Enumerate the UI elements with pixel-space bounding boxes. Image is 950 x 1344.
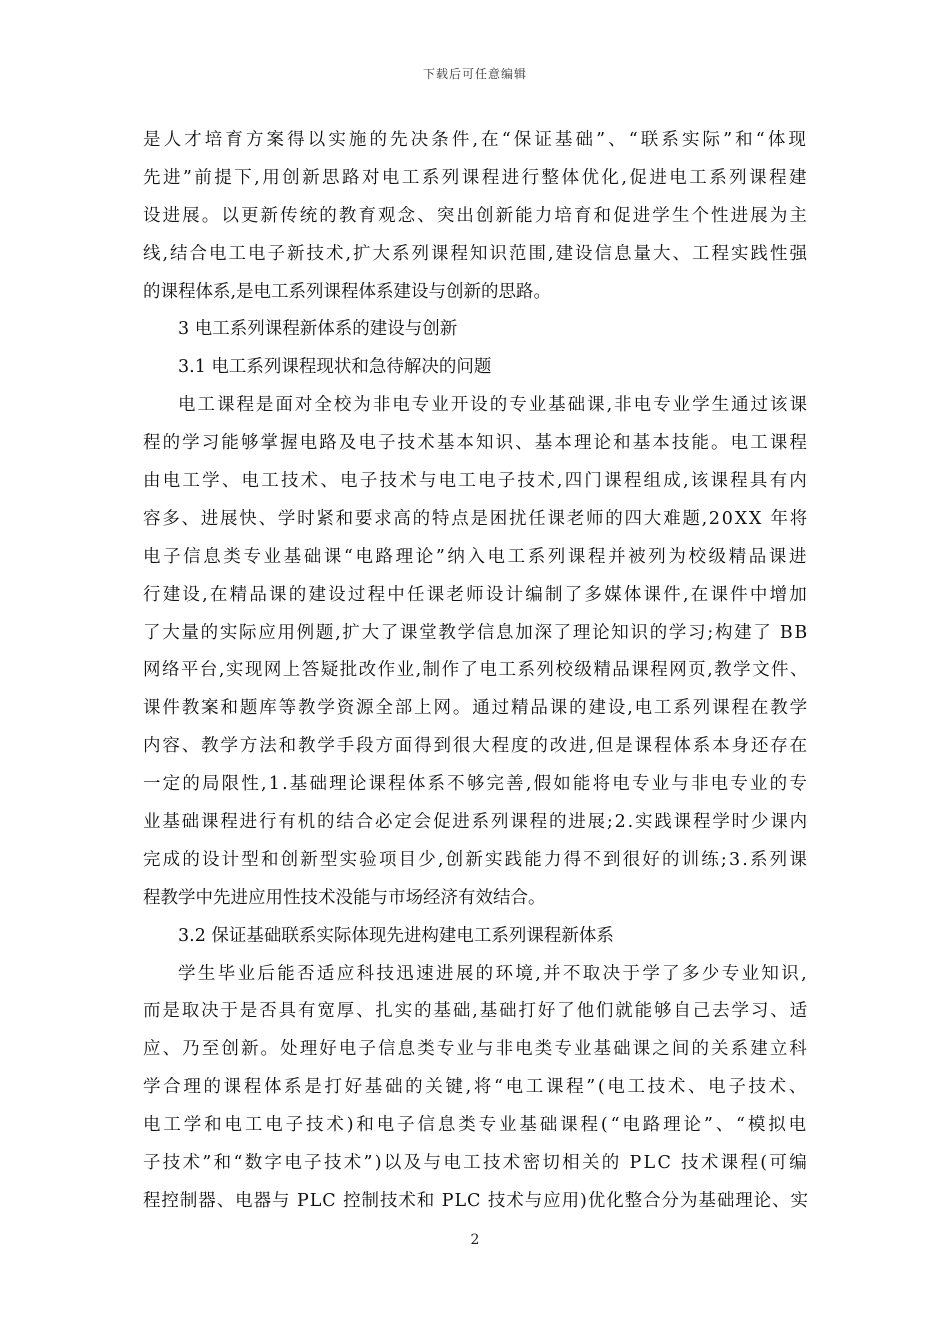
body-line: 了大量的实际应用例题,扩大了课堂教学信息加深了理论知识的学习;构建了 BB [143,622,809,643]
body-line: 线,结合电工电子新技术,扩大系列课程知识范围,建设信息量大、工程实践性强 [143,243,809,264]
body-line: 子技术”和“数字电子技术”)以及与电工技术密切相关的 PLC 技术课程(可编 [143,1153,809,1174]
body-line: 程控制器、电器与 PLC 控制技术和 PLC 技术与应用)优化整合分为基础理论、实 [143,1190,809,1211]
section-heading: 3 电工系列课程新体系的建设与创新 [178,319,458,340]
body-line: 网络平台,实现网上答疑批改作业,制作了电工系列校级精品课程网页,教学文件、 [143,660,809,681]
body-line: 而是取决于是否具有宽厚、扎实的基础,基础打好了他们就能够自己去学习、适 [143,1001,809,1022]
body-line: 完成的设计型和创新型实验项目少,创新实践能力得不到很好的训练;3.系列课 [143,849,809,870]
body-line: 的课程体系,是电工系列课程体系建设与创新的思路。 [143,281,552,302]
body-line: 课件教案和题库等教学资源全部上网。通过精品课的建设,电工系列课程在教学 [143,698,809,719]
subsection-heading: 3.1 电工系列课程现状和急待解决的问题 [178,357,492,378]
page-header: 下载后可任意编辑 [422,67,527,81]
body-line: 行建设,在精品课的建设过程中任课老师设计编制了多媒体课件,在课件中增加 [143,584,809,605]
body-line: 电工学和电工电子技术)和电子信息类专业基础课程(“电路理论”、“模拟电 [143,1115,809,1136]
body-line: 容多、进展快、学时紧和要求高的特点是困扰任课老师的四大难题,20XX 年将 [143,508,809,529]
body-line: 程教学中先进应用性技术没能与市场经济有效结合。 [143,887,546,908]
body-line: 内容、教学方法和教学手段方面得到很大程度的改进,但是课程体系本身还存在 [143,736,809,757]
body-line: 学生毕业后能否适应科技迅速进展的环境,并不取决于学了多少专业知识, [178,963,809,984]
document-body [143,122,809,1221]
body-line: 电子信息类专业基础课“电路理论”纳入电工系列课程并被列为校级精品课进 [143,546,809,567]
body-line: 由电工学、电工技术、电子技术与电工电子技术,四门课程组成,该课程具有内 [143,471,809,492]
body-line: 业基础课程进行有机的结合必定会促进系列课程的进展;2.实践课程学时少课内 [143,812,809,833]
subsection-heading: 3.2 保证基础联系实际体现先进构建电工系列课程新体系 [178,925,614,946]
body-line: 是人才培育方案得以实施的先决条件,在“保证基础”、“联系实际”和“体现 [143,130,809,150]
body-line: 应、乃至创新。处理好电子信息类专业与非电类专业基础课之间的关系建立科 [143,1039,809,1060]
body-line: 程的学习能够掌握电路及电子技术基本知识、基本理论和基本技能。电工课程 [143,433,809,454]
body-line: 设进展。以更新传统的教育观念、突出创新能力培育和促进学生个性进展为主 [143,205,809,226]
body-line: 一定的局限性,1.基础理论课程体系不够完善,假如能将电专业与非电专业的专 [143,774,809,795]
body-line: 学合理的课程体系是打好基础的关键,将“电工课程”(电工技术、电子技术、 [143,1077,809,1098]
page-number: 2 [470,1232,480,1248]
body-line: 电工课程是面对全校为非电专业开设的专业基础课,非电专业学生通过该课 [178,395,809,416]
body-line: 先进”前提下,用创新思路对电工系列课程进行整体优化,促进电工系列课程建 [143,167,809,188]
